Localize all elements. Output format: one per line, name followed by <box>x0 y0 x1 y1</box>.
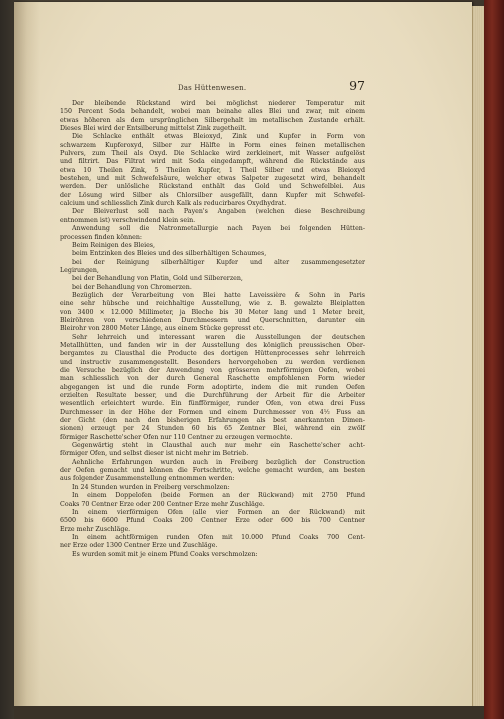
text-line: Sehr lehrreich und interessant waren die Ausstellungen der deutschen <box>72 333 365 341</box>
text-line: beim Entzinken des Bleies und des silberhältigen Schaumes, <box>72 250 267 258</box>
text-line: förmiger Raschette'scher Ofen nur 110 Centner zu erzeugen vermochte. <box>60 433 293 441</box>
text-line: die Versuche bezüglich der Anwendung von grösseren mehrförmigen Oefen, wobei <box>60 367 365 374</box>
text-line: etwas höheren als dem ursprünglichen Silbergehalt im metallischen Zustande erhält. <box>60 116 365 124</box>
text-line: Bezüglich der Verarbeitung von Blei hatte Laveissière & Sohn in Paris <box>72 291 365 299</box>
text-line: Legirungen, <box>60 266 99 274</box>
text-line: In einem achtförmigen runden Ofen mit 10.000 Pfund Coaks 700 Cent- <box>72 533 365 541</box>
text-line: Coaks 70 Centner Erze oder 200 Centner Erze mehr Zuschläge. <box>60 500 265 508</box>
text-line: bergamtes zu Clausthal die Producte des dortigen Hüttenprocesses sehr lehrreich <box>60 350 365 358</box>
text-line: Pulvers, zum Theil als Oxyd. Die Schlacke wird zerkleinert, mit Wasser aufgelöst <box>60 150 365 158</box>
text-line: calcium und schliesslich Zink durch Kalk als reducirbares Oxydhydrat. <box>60 200 287 208</box>
text-line: entnommen ist) verschwindend klein sein. <box>60 216 196 224</box>
text-line: bei der Behandlung von Chromerzen. <box>72 283 192 291</box>
text-line: Metallhütten, und fanden wir in der Ausstellung des königlich preussischen Ober- <box>60 341 365 349</box>
text-line: eine sehr hübsche und reichhaltige Ausstellung, wie z. B. gewalzte Bleiplatten <box>60 300 365 308</box>
page-number: 97 <box>349 78 365 93</box>
text-line: erzielten Resultate besser, und die Durchführung der Arbeit für die Arbeiter <box>60 392 365 400</box>
text-line: schwarzem Kupferoxyd, Silber zur Hälfte in Form eines feinen metallischen <box>60 141 365 149</box>
text-line: In 24 Stunden wurden in Freiberg verschmolzen: <box>72 483 230 491</box>
text-line: ner Erze oder 1300 Centner Erze und Zuschläge. <box>60 542 218 550</box>
page-header <box>60 78 365 102</box>
text-line: Beim Reinigen des Bleies, <box>72 241 156 249</box>
text-line: Gegenwärtig steht in Clausthal auch nur mehr ein Raschette'scher acht- <box>72 442 365 450</box>
text-line: Aehnliche Erfahrungen wurden auch in Freiberg bezüglich der Construction <box>72 458 365 466</box>
text-line: Dieses Blei wird der Entsilberung mittelst Zink zugetheilt. <box>60 125 247 133</box>
text-line: Bleirohr von 2800 Meter Länge, aus einem Stücke gepresst etc. <box>60 325 265 333</box>
text-line: etwa 10 Theilen Zink, 5 Theilen Kupfer, 1 Theil Silber und etwas Bleioxyd <box>60 166 365 174</box>
text-line: der Gicht (den nach den bisherigen Erfahrungen als best anerkannten Dimen- <box>60 417 365 425</box>
running-head: Das Hüttenwesen. <box>178 84 247 92</box>
text-line: Anwendung soll die Natronmetallurgie nach Payen bei folgenden Hütten- <box>72 225 365 233</box>
text-line: 150 Percent Soda behandelt, wobei man beinahe alles Blei und zwar, mit einem <box>60 108 365 116</box>
text-line: Durchmesser in der Höhe der Formen und einem Durchmesser von 4½ Fuss an <box>60 408 365 416</box>
text-line: und filtrirt. Das Filtrat wird mit Soda eingedampft, während die Rückstände aus <box>60 158 365 166</box>
text-line: förmiger Ofen, und selbst dieser ist nicht mehr im Betrieb. <box>60 450 249 458</box>
text-line: sionen) erzeugt per 24 Stunden 60 bis 65 Zentner Blei, während ein zwölf <box>60 425 365 433</box>
text-line: und instructiv zusammengestellt. Besonders hervorgehoben zu werden verdienen <box>60 358 365 366</box>
text-line: bei der Reinigung silberhältiger Kupfer und alter zusammengesetzter <box>72 258 365 266</box>
text-line: Erze mehr Zuschläge. <box>60 525 131 533</box>
text-line: In einem Doppelofen (beide Formen an der Rückwand) mit 2750 Pfund <box>72 492 365 500</box>
text-line: bei der Behandlung von Platin, Gold und Silbererzen, <box>72 275 243 283</box>
text-line: man schliesslich von der durch General Raschette empfohlenen Form wieder <box>60 375 365 383</box>
text-line: Die Schlacke enthält etwas Bleioxyd, Zink und Kupfer in Form von <box>72 133 365 141</box>
book-cover-edge <box>484 0 504 719</box>
text-line: 6500 bis 6600 Pfund Coaks 200 Centner Erze oder 600 bis 700 Centner <box>60 517 365 525</box>
text-line: In einem vierförmigen Ofen (alle vier Formen an der Rückwand) mit <box>72 508 365 516</box>
text-line: processen finden können: <box>60 233 143 241</box>
text-line: Der bleibende Rückstand wird bei möglichst niederer Temperatur mit <box>72 100 365 107</box>
text-line: der Lösung wird Silber als Chlorsilber ausgefällt, dann Kupfer mit Schwefel- <box>60 191 365 199</box>
text-line: aus folgender Zusammenstellung entnommen werden: <box>60 475 235 483</box>
page-gutter-shadow <box>14 2 40 708</box>
text-line: bestehen, und mit Schwefelsäure, welcher etwas Salpeter zugesetzt wird, behandelt <box>60 175 365 183</box>
text-line: abgegangen ist und die runde Form adoptirte, indem die mit runden Oefen <box>60 383 365 391</box>
text-line: von 3400 × 12.000 Millimeter, ja Bleche bis 30 Meter lang und 1 Meter breit, <box>60 308 365 316</box>
text-line: Es wurden somit mit je einem Pfund Coaks verschmolzen: <box>72 550 258 558</box>
body-text <box>60 100 365 559</box>
text-line: werden. Der unlösliche Rückstand enthält das Gold und Schwefelblei. Aus <box>60 183 365 191</box>
text-line: Der Bleiverlust soll nach Payen's Angaben (welchen diese Beschreibung <box>72 208 365 216</box>
text-line: Bleiröhren von verschiedenen Durchmessern und Querschnitten, darunter ein <box>60 316 365 324</box>
bottom-shadow <box>14 706 484 719</box>
text-line: wesentlich erleichtert wurde. Ein fünfförmiger, runder Ofen, von etwa drei Fuss <box>60 400 365 408</box>
text-line: der Oefen gemacht und können die Fortschritte, welche gemacht wurden, am besten <box>60 467 365 475</box>
